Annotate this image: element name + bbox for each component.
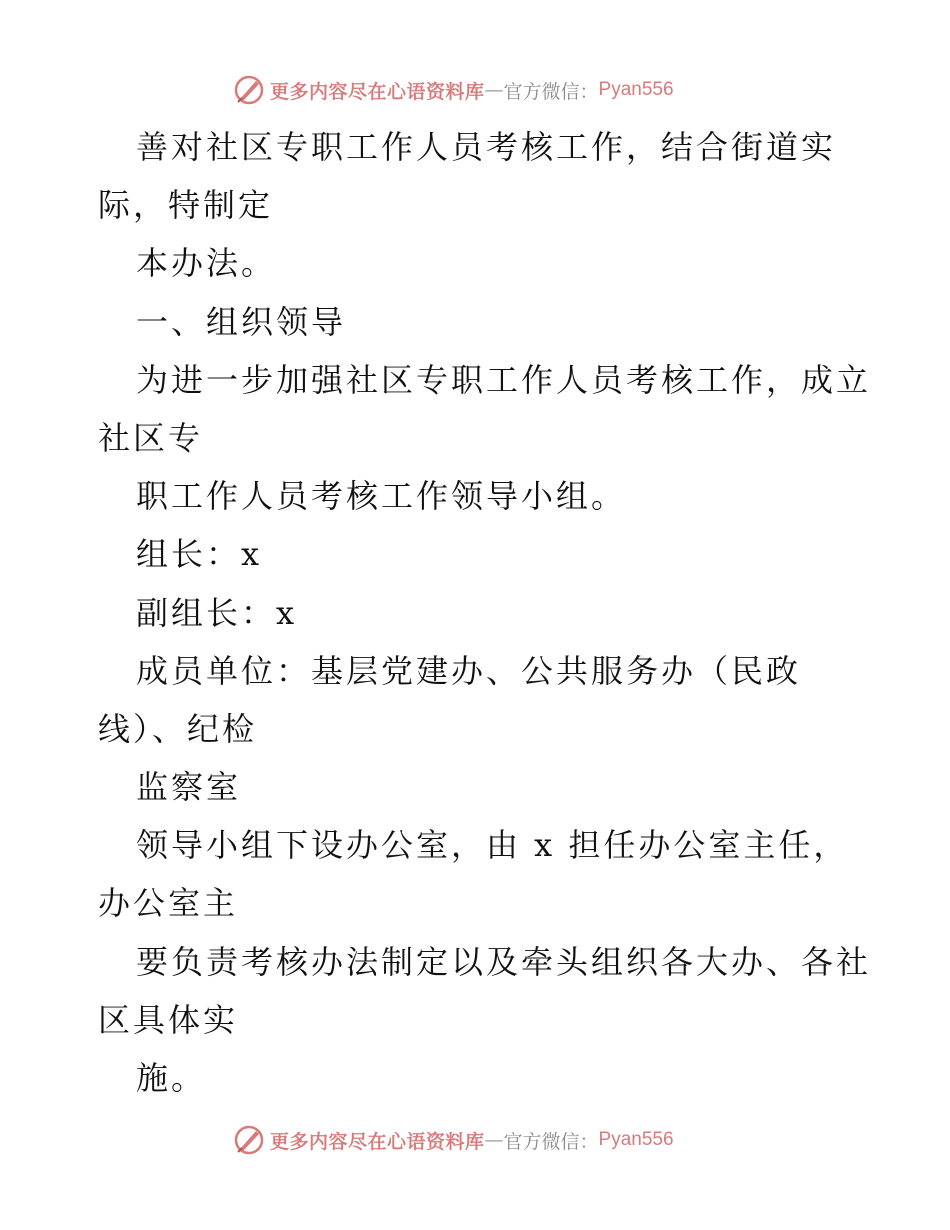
body-line: 要负责考核办法制定以及牵头组织各大办、各社 — [136, 942, 872, 981]
body-line: 社区专 — [98, 418, 204, 457]
body-line: 领导小组下设办公室，由 x 担任办公室主任， — [136, 826, 849, 865]
body-line: 组长：x — [136, 535, 263, 574]
body-line: 区具体实 — [98, 1000, 239, 1039]
section-heading: 一、组织领导 — [136, 302, 347, 341]
body-line: 监察室 — [136, 768, 242, 807]
watermark-wechat-label: 官方微信： — [503, 80, 599, 103]
body-line: 职工作人员考核工作领导小组。 — [136, 477, 627, 516]
quill-pen-circle-icon — [232, 73, 266, 107]
body-line: 施。 — [136, 1059, 207, 1097]
body-line: 线）、纪检 — [98, 709, 258, 748]
body-line: 成员单位：基层党建办、公共服务办（民政 — [136, 651, 802, 690]
header-watermark — [232, 72, 674, 108]
watermark-site-text: 更多内容尽在心语资料库 — [270, 1130, 485, 1153]
watermark-dash: — — [484, 1129, 504, 1151]
quill-pen-circle-icon — [232, 1123, 266, 1157]
body-line: 善对社区专职工作人员考核工作，结合街道实 — [136, 128, 837, 166]
body-line: 本办法。 — [136, 244, 277, 283]
watermark-dash: — — [484, 79, 504, 101]
watermark-wechat-id: Pyan556 — [598, 79, 674, 100]
body-line: 办公室主 — [98, 884, 239, 923]
watermark-wechat-label: 官方微信： — [503, 1130, 599, 1153]
watermark-site-text: 更多内容尽在心语资料库 — [270, 80, 485, 103]
body-line: 副组长：x — [136, 593, 298, 632]
watermark-wechat-id: Pyan556 — [598, 1129, 674, 1150]
body-line: 为进一步加强社区专职工作人员考核工作，成立 — [136, 360, 872, 399]
footer-watermark — [232, 1122, 674, 1158]
document-body — [98, 118, 888, 1107]
body-line: 际，特制定 — [98, 186, 274, 225]
